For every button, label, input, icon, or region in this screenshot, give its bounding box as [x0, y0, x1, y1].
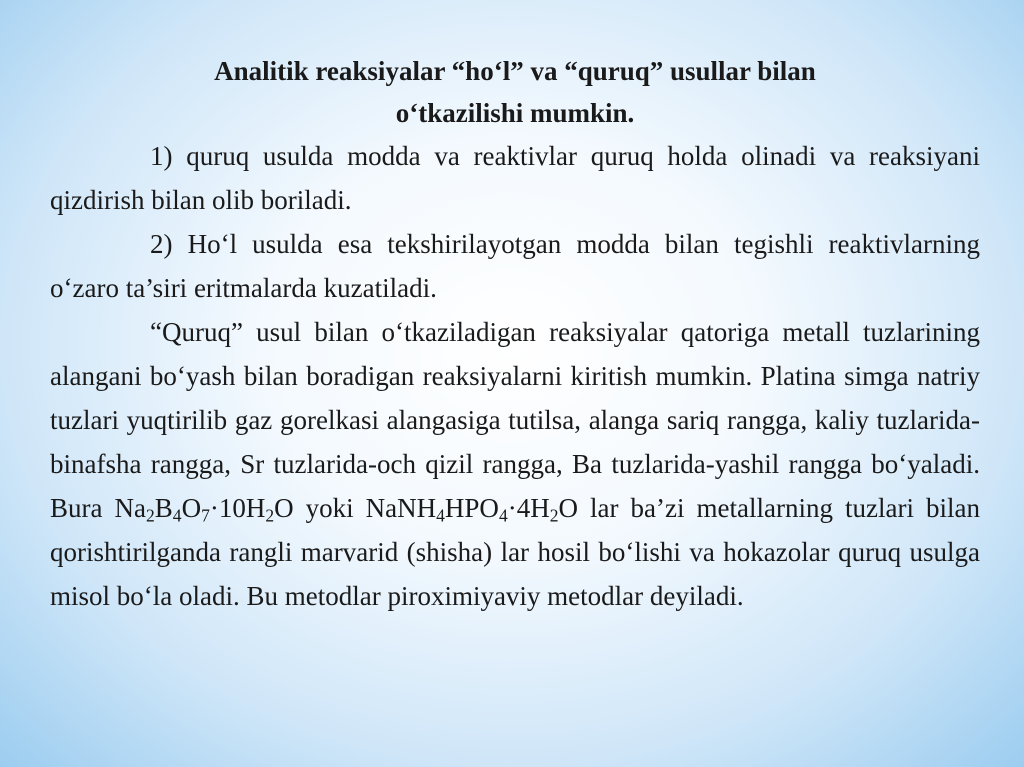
formula-borax-b: B [154, 493, 173, 523]
slide-content [50, 50, 980, 618]
formula-borax-sub: 2 [265, 505, 275, 526]
formula-phosphate-sub: 4 [498, 505, 508, 526]
formula-borax-na: Na [114, 493, 147, 523]
paragraph-1: 1) quruq usulda modda va reaktivlar quruq holda olinadi va reaksiyani qizdirish bilan olib boriladi. [50, 141, 980, 215]
paragraph-3-text-a: “Quruq” usul bilan o‘tkaziladigan reaksiyalar qatoriga metall tuzlarining alangani bo‘yash bilan boradigan reaksiyalarni kiritish mumkin. Platina simga natriy tuzlari yuqtirilib gaz gorelkasi alangasiga tutilsa, alanga sariq rangga, kaliy tuzlarida-binafsha rangga, Sr tuzlarida-och qizil rangga, Ba tuzlarida-yashil rangga bo‘yaladi. Bura [50, 317, 980, 523]
slide-title [50, 50, 980, 134]
formula-borax-o: O [181, 493, 202, 523]
word-yoki: yoki [293, 493, 366, 523]
paragraph-3 [50, 310, 980, 618]
formula-phosphate-sub: 2 [549, 505, 559, 526]
formula-borax-sub: 7 [201, 505, 210, 526]
formula-phosphate-c: ·4H [507, 493, 550, 523]
formula-phosphate-a: NaNH [365, 493, 437, 523]
title-line-2: o‘tkazilishi mumkin. [395, 98, 635, 128]
title-line-1: Analitik reaksiyalar “ho‘l” va “quruq” usullar bilan [214, 56, 816, 86]
formula-phosphate [365, 493, 578, 526]
formula-borax-water: ·10H [209, 493, 266, 523]
paragraph-2: 2) Ho‘l usulda esa tekshirilayotgan modda bilan tegishli reaktivlarning o‘zaro ta’siri eritmalarda kuzatiladi. [50, 229, 980, 303]
formula-borax [114, 493, 294, 526]
paragraph-3-text-b: lar ba’zi metallarning tuzlari bilan qorishtirilganda rangli marvarid (shisha) lar hosil bo‘lishi va hokazolar quruq usulga misol bo‘la oladi. Bu metodlar piroximiyaviy metodlar deyiladi. [50, 493, 980, 611]
formula-borax-sub: 4 [172, 505, 182, 526]
formula-borax-sub: 2 [146, 505, 155, 526]
formula-borax-o2: O [274, 493, 294, 523]
formula-phosphate-sub: 4 [436, 505, 445, 526]
formula-phosphate-d: O [558, 493, 578, 523]
formula-phosphate-b: HPO [444, 493, 499, 523]
